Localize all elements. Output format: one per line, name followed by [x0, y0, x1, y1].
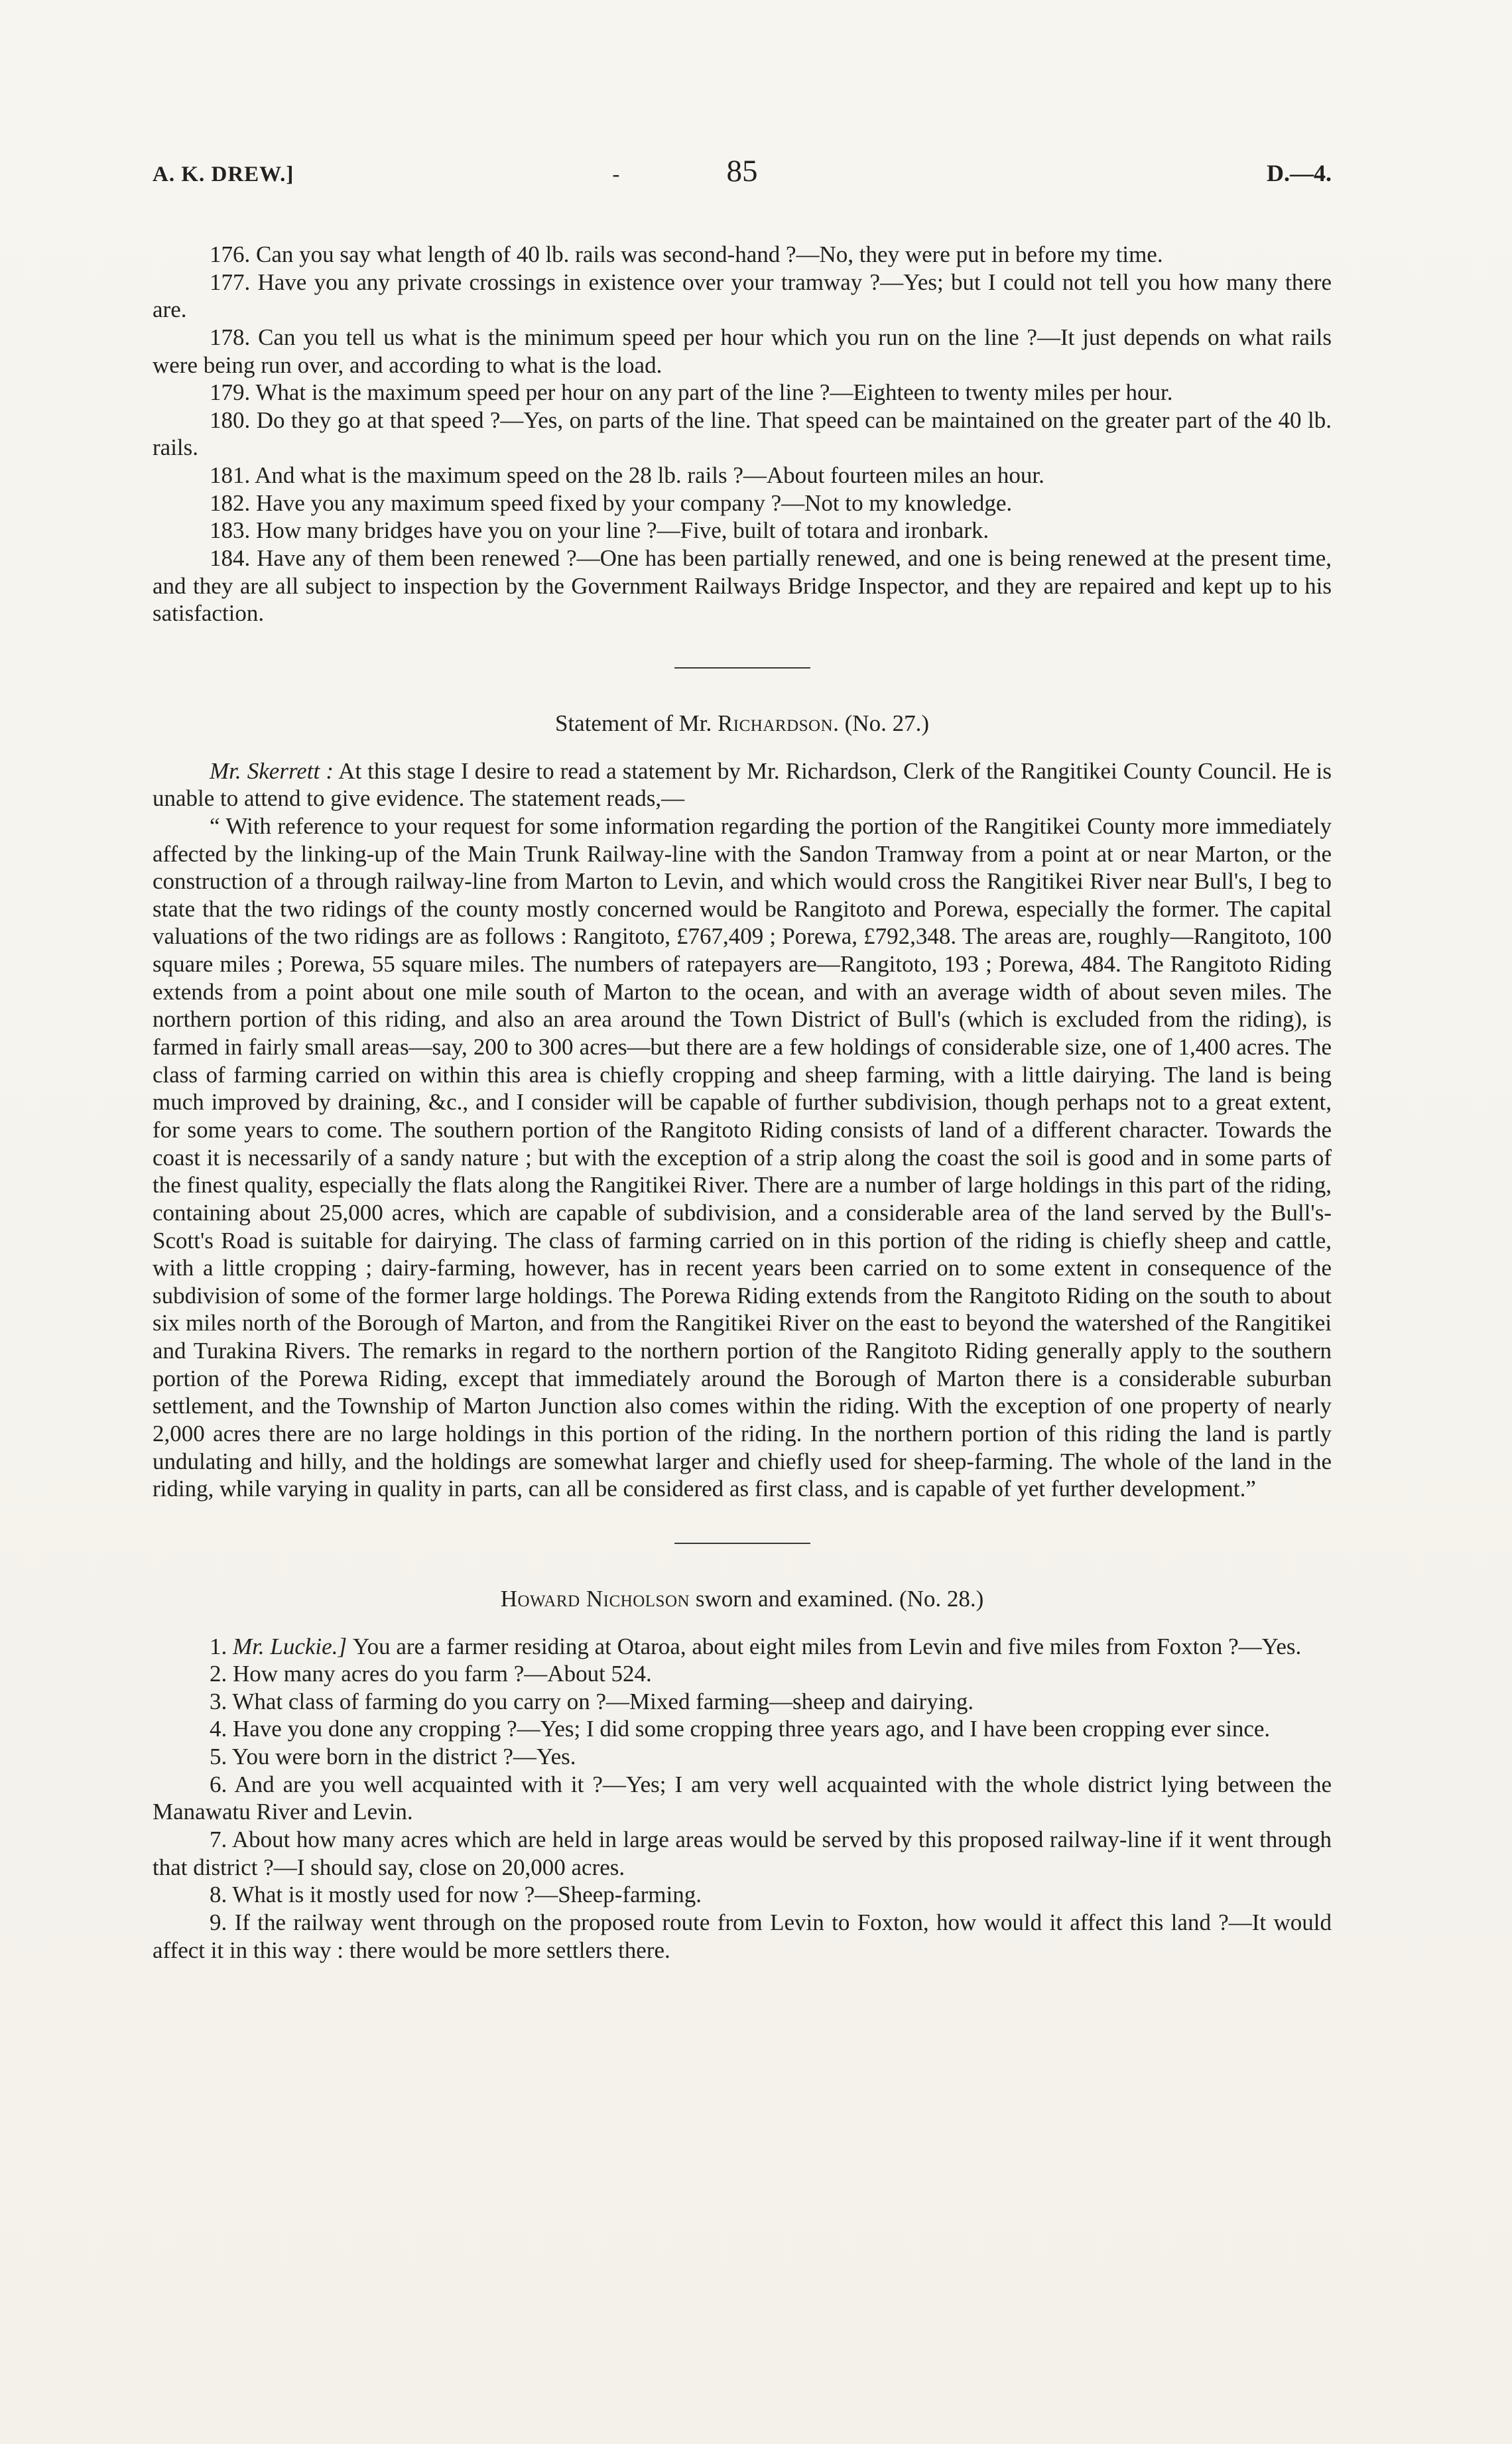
- examination-heading: [153, 1585, 1332, 1613]
- heading-witness-name: Richardson: [717, 710, 834, 736]
- qa-paragraph: 9. If the railway went through on the proposed route from Levin to Foxton, how would it affect this land ?—It would affect it in this way : there would be more settlers there.: [153, 1909, 1332, 1963]
- qa-paragraph: 179. What is the maximum speed per hour on any part of the line ?—Eighteen to twenty miles per hour.: [210, 379, 1173, 406]
- intro-text: At this stage I desire to read a statement by Mr. Richardson, Clerk of the Rangitikei County Council. He is unable to attend to give evidence. The statement reads,—: [153, 757, 1332, 812]
- heading-witness-name: Howard Nicholson: [500, 1585, 690, 1612]
- drew-examination-section: [153, 241, 1332, 627]
- statement-heading: [153, 710, 1332, 738]
- qa-paragraph: 178. Can you tell us what is the minimum speed per hour which you run on the line ?—It just depends on what rails were being run over, and according to what is the load.: [153, 324, 1332, 378]
- nicholson-examination-section: [153, 1585, 1332, 1964]
- qa-paragraph: [153, 1633, 1332, 1661]
- counsel-name: Mr. Luckie.]: [233, 1633, 353, 1659]
- speaker-name: Mr. Skerrett :: [210, 757, 334, 784]
- qa-paragraph: 177. Have you any private crossings in existence over your tramway ?—Yes; but I could not tell you how many there are.: [153, 269, 1332, 323]
- qa-paragraph: 5. You were born in the district ?—Yes.: [210, 1744, 576, 1770]
- qa-paragraph: 6. And are you well acquainted with it ?—Yes; I am very well acquainted with the whole district lying between the Manawatu River and Levin.: [153, 1771, 1332, 1825]
- qa-paragraph: 183. How many bridges have you on your line ?—Five, built of totara and ironbark.: [210, 517, 989, 544]
- section-divider: [674, 667, 810, 669]
- qa-paragraph: 8. What is it mostly used for now ?—Sheep-farming.: [210, 1882, 702, 1908]
- qa-paragraph: 3. What class of farming do you carry on ?—Mixed farming—sheep and dairying.: [210, 1688, 974, 1714]
- qa-paragraph: 2. How many acres do you farm ?—About 524.: [210, 1661, 652, 1687]
- header-dash: -: [612, 162, 620, 186]
- witness-running-title: A. K. DREW.]: [153, 162, 294, 186]
- qa-paragraph: 4. Have you done any cropping ?—Yes; I did some cropping three years ago, and I have been cropping ever since.: [210, 1716, 1271, 1742]
- qa-paragraph: 7. About how many acres which are held in large areas would be served by this proposed railway-line if it went through that district ?—I should say, close on 20,000 acres.: [153, 1827, 1332, 1880]
- question-text: You are a farmer residing at Otaroa, about eight miles from Levin and five miles from Foxton ?—Yes.: [352, 1633, 1302, 1659]
- qa-paragraph: 180. Do they go at that speed ?—Yes, on parts of the line. That speed can be maintained on the greater part of the 40 lb. rails.: [153, 407, 1332, 461]
- question-number: 1.: [210, 1633, 233, 1659]
- page-number: 85: [726, 154, 758, 189]
- heading-reference: sworn and examined. (No. 28.): [690, 1585, 984, 1612]
- statement-intro-paragraph: [153, 757, 1332, 812]
- qa-paragraph: 182. Have you any maximum speed fixed by your company ?—Not to my knowledge.: [210, 489, 1013, 516]
- qa-paragraph: 184. Have any of them been renewed ?—One has been partially renewed, and one is being renewed at the present time, and they are all subject to inspection by the Government Railways Bridge Inspector, and they are repaired and kept up to his satisfaction.: [153, 545, 1332, 627]
- statement-body-paragraph: “ With reference to your request for some information regarding the portion of the Rangitikei County more immediately affected by the linking-up of the Main Trunk Railway-line with the Sandon Tramway from a point at or near Marton, or the construction of a through railway-line from Marton to Levin, and which would cross the Rangitikei River near Bull's, I beg to state that the two ridings of the county mostly concerned would be Rangitoto and Porewa, especially the former. The capital valuations of the two ridings are as follows : Rangitoto, £767,409 ; Porewa, £792,348. The areas are, roughly—Rangitoto, 100 square miles ; Porewa, 55 square miles. The numbers of ratepayers are—Rangitoto, 193 ; Porewa, 484. The Rangitoto Riding extends from a point about one mile south of Marton to the ocean, and with an average width of about seven miles. The northern portion of this riding, and also an area around the Town District of Bull's (which is excluded from the riding), is farmed in fairly small areas—say, 200 to 300 acres—but there are a few holdings of considerable size, one of 1,400 acres. The class of farming carried on within this area is chiefly cropping and sheep farming, with a little dairying. The land is being much improved by draining, &c., and I consider will be capable of further subdivision, though perhaps not to a great extent, for some years to come. The southern portion of the Rangitoto Riding consists of land of a different character. Towards the coast it is necessarily of a sandy nature ; but with the exception of a strip along the coast the soil is good and in some parts of the finest quality, especially the flats along the Rangitikei River. There are a number of large holdings in this part of the riding, containing about 25,000 acres, which are capable of subdivision, and a considerable area of the land served by the Bull's-Scott's Road is suitable for dairying. The class of farming carried on in this portion of the riding is chiefly sheep and cattle, with a little cropping ; dairy-farming, however, has in recent years been carried on to some extent in consequence of the subdivision of some of the former large holdings. The Porewa Riding extends from the Rangitoto Riding on the south to about six miles north of the Borough of Marton, and from the Rangitikei River on the east to beyond the watershed of the Rangitikei and Turakina Rivers. The remarks in regard to the northern portion of the Rangitoto Riding generally apply to the southern portion of the Porewa Riding, except that immediately around the Borough of Marton there is a considerable suburban settlement, and the Township of Marton Junction also comes within the riding. With the exception of one property of nearly 2,000 acres there are no large holdings in this portion of the riding. In the northern portion of this riding the land is partly undulating and hilly, and the holdings are somewhat larger and chiefly used for sheep-farming. The whole of the land in the riding, while varying in quality in parts, can all be considered as first class, and is capable of yet further development.”: [153, 812, 1332, 1502]
- qa-paragraph: 176. Can you say what length of 40 lb. rails was second-hand ?—No, they were put in before my time.: [210, 241, 1163, 267]
- section-divider: [674, 1543, 810, 1544]
- heading-reference: . (No. 27.): [833, 710, 929, 736]
- qa-paragraph: 181. And what is the maximum speed on the 28 lb. rails ?—About fourteen miles an hour.: [210, 462, 1044, 489]
- richardson-statement-section: [153, 710, 1332, 1503]
- heading-text: Statement of Mr.: [554, 710, 718, 736]
- paper-number: D.—4.: [1267, 160, 1332, 187]
- page-header: [153, 149, 1332, 189]
